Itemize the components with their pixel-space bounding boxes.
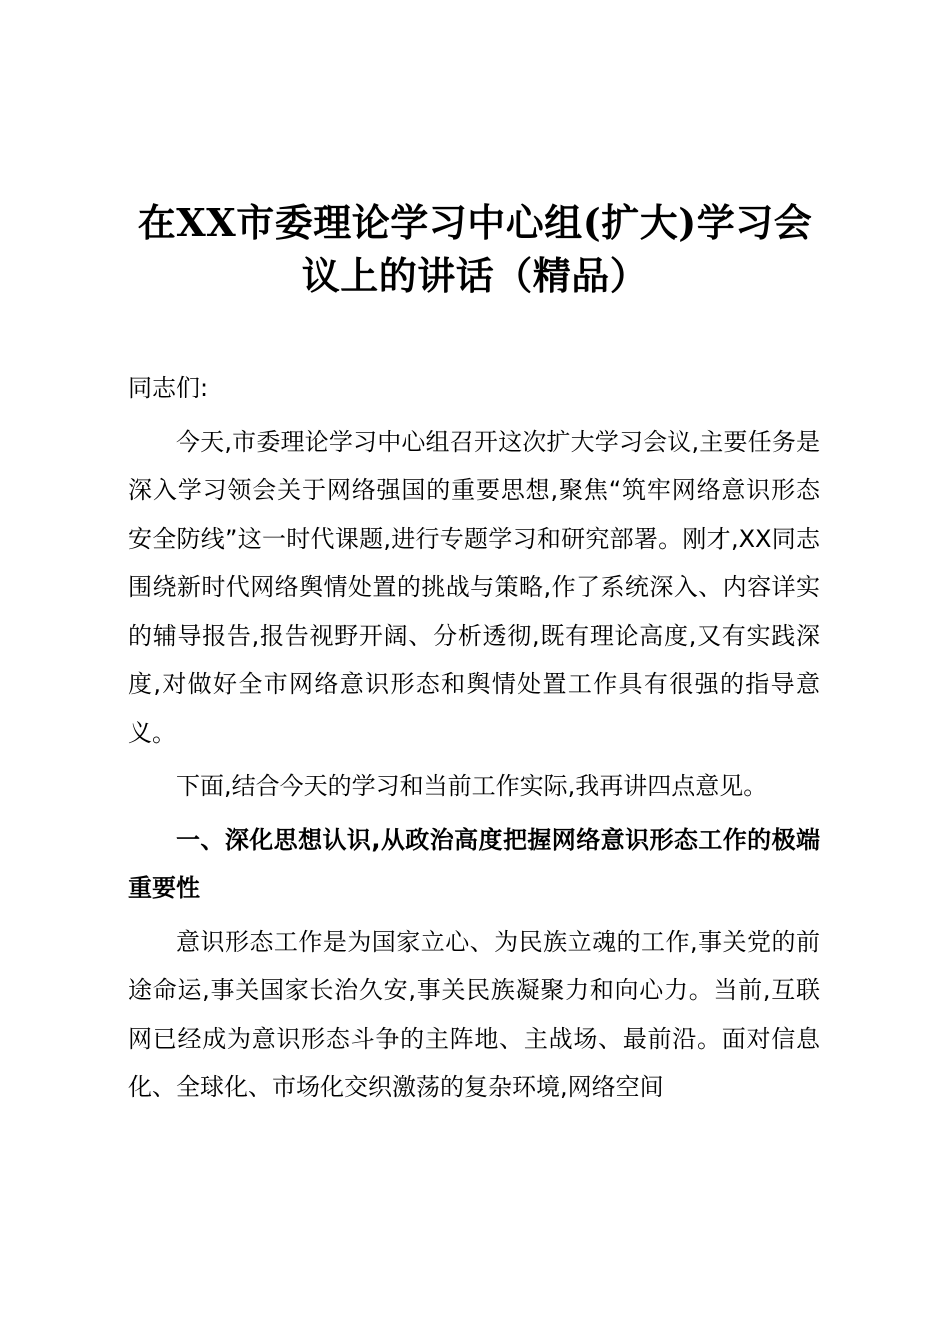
paragraph-intro: 今天,市委理论学习中心组召开这次扩大学习会议,主要任务是深入学习领会关于网络强国的重要思想,聚焦“筑牢网络意识形态安全防线”这一时代课题,进行专题学习和研究部署。刚才,XX同志围绕新时代网络舆情处置的挑战与策略,作了系统深入、内容详实的辅导报告,报告视野开阔、分析透彻,既有理论高度,又有实践深度,对做好全市网络意识形态和舆情处置工作具有很强的指导意义。	[128, 427, 820, 747]
document-body	[128, 364, 820, 1117]
paragraph-transition: 下面,结合今天的学习和当前工作实际,我再讲四点意见。	[176, 772, 768, 800]
salutation: 同志们:	[128, 374, 209, 402]
section-paragraph-1: 意识形态工作是为国家立心、为民族立魂的工作,事关党的前途命运,事关国家长治久安,事关民族凝聚力和向心力。当前,互联网已经成为意识形态斗争的主阵地、主战场、最前沿。面对信息化、全球化、市场化交织激荡的复杂环境,网络空间	[128, 927, 820, 1101]
section-heading-1: 一、深化思想认识,从政治高度把握网络意识形态工作的极端重要性	[128, 825, 820, 902]
title-line-1: 在XX市委理论学习中心组(扩大)学习会	[137, 200, 813, 245]
document-title	[120, 196, 830, 302]
title-line-2: 议上的讲话（精品）	[301, 253, 649, 298]
